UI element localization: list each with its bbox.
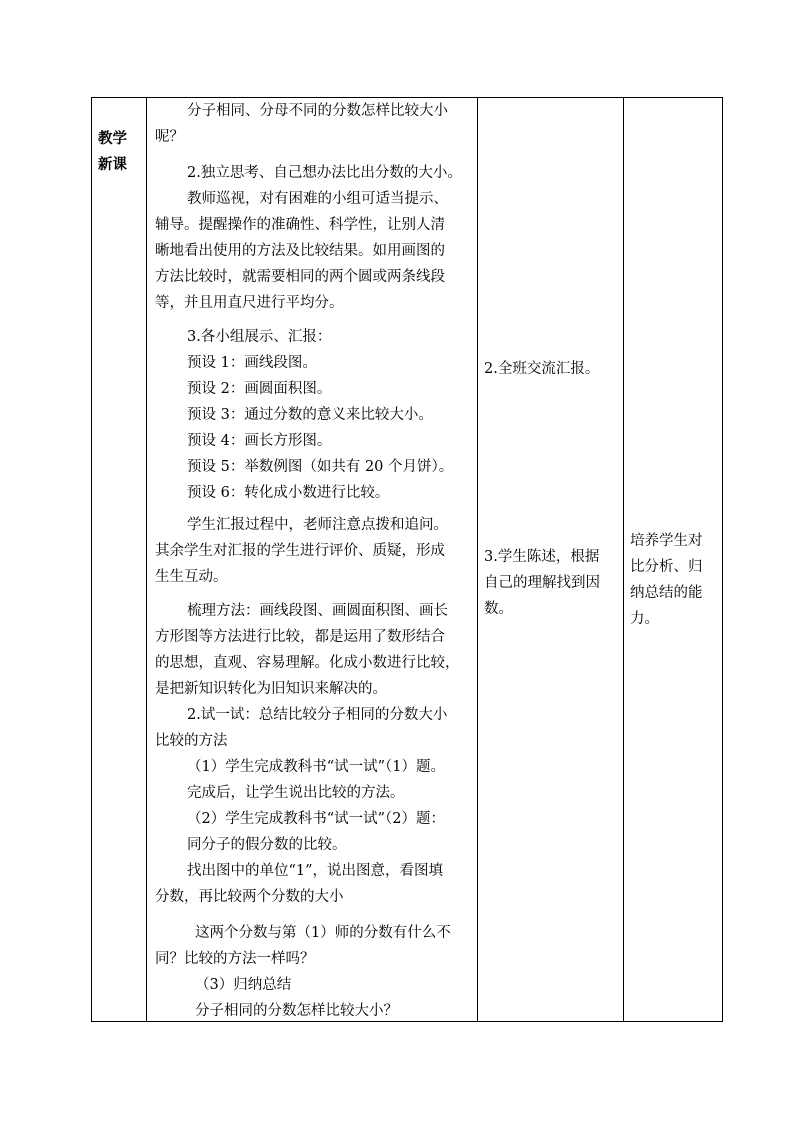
teaching-process-line: 2.试一试：总结比较分子相同的分数大小: [187, 707, 448, 723]
teaching-process-line: 其余学生对汇报的学生进行评价、质疑，形成: [155, 543, 445, 559]
teaching-process-line: 是把新知识转化为旧知识来解决的。: [155, 681, 387, 697]
teaching-process-line: （1）学生完成教科书“试一试”（1）题。: [187, 759, 446, 775]
teaching-process-line: 的思想，直观、容易理解。化成小数进行比较，: [155, 655, 460, 671]
teaching-process-cell: [147, 98, 478, 1022]
section-label-line-1: 教学: [98, 131, 127, 147]
teaching-process-line: 分子相同、分母不同的分数怎样比较大小: [187, 103, 448, 119]
teaching-process-line: 辅导。提醒操作的准确性、科学性，让别人清: [155, 217, 445, 233]
teaching-process-line: 学生汇报过程中，老师注意点拨和追问。: [187, 517, 448, 533]
design-intent-line: 力。: [630, 611, 659, 627]
design-intent-line: 培养学生对: [630, 533, 703, 549]
teaching-process-line: 预设 6：转化成小数进行比较。: [187, 485, 390, 501]
teaching-process-line: （3）归纳总结: [195, 977, 292, 993]
section-label-line-2: 新课: [98, 157, 127, 173]
teaching-process-line: 分子相同的分数怎样比较大小？: [195, 1003, 398, 1019]
teaching-process-line: 2.独立思考、自己想办法比出分数的大小。: [187, 165, 462, 181]
teaching-process-line: 比较的方法: [155, 733, 228, 749]
student-activity-line: 2.全班交流汇报。: [484, 361, 600, 377]
student-activity-line: 自己的理解找到因: [484, 575, 600, 591]
teaching-process-line: 这两个分数与第（1）师的分数有什么不: [195, 925, 451, 941]
section-label-cell: [92, 98, 147, 1022]
teaching-process-line: 呢？: [155, 129, 184, 145]
student-activity-line: 数。: [484, 601, 513, 617]
teaching-process-line: （2）学生完成教科书“试一试”（2）题：: [187, 811, 446, 827]
student-activity-line: 3.学生陈述，根据: [484, 549, 600, 565]
teaching-process-line: 3.各小组展示、汇报：: [187, 329, 332, 345]
teaching-process-line: 生生互动。: [155, 569, 228, 585]
teaching-process-line: 预设 1：画线段图。: [187, 355, 317, 371]
teaching-process-line: 方法比较时，就需要相同的两个圆或两条线段: [155, 269, 445, 285]
teaching-process-line: 预设 5：举数例图（如共有 20 个月饼）。: [187, 459, 454, 475]
teaching-process-line: 同分子的假分数的比较。: [187, 837, 347, 853]
teaching-process-line: 梳理方法：画线段图、画圆面积图、画长: [187, 603, 448, 619]
teaching-process-line: 预设 2：画圆面积图。: [187, 381, 332, 397]
teaching-process-line: 找出图中的单位“1”，说出图意，看图填: [187, 863, 444, 879]
lesson-plan-table: [91, 97, 723, 1022]
teaching-process-line: 同？比较的方法一样吗？: [155, 951, 315, 967]
student-activity-cell: [478, 98, 624, 1022]
design-intent-cell: [624, 98, 723, 1022]
teaching-process-line: 等，并且用直尺进行平均分。: [155, 295, 344, 311]
teaching-process-line: 预设 4：画长方形图。: [187, 433, 332, 449]
teaching-process-line: 分数，再比较两个分数的大小: [155, 889, 344, 905]
teaching-process-line: 方形图等方法进行比较，都是运用了数形结合: [155, 629, 445, 645]
teaching-process-line: 完成后，让学生说出比较的方法。: [187, 785, 405, 801]
teaching-process-line: 晰地看出使用的方法及比较结果。如用画图的: [155, 243, 445, 259]
teaching-process-line: 教师巡视，对有困难的小组可适当提示、: [187, 191, 448, 207]
design-intent-line: 纳总结的能: [630, 585, 703, 601]
teaching-process-line: 预设 3：通过分数的意义来比较大小。: [187, 407, 433, 423]
design-intent-line: 比分析、归: [630, 559, 703, 575]
